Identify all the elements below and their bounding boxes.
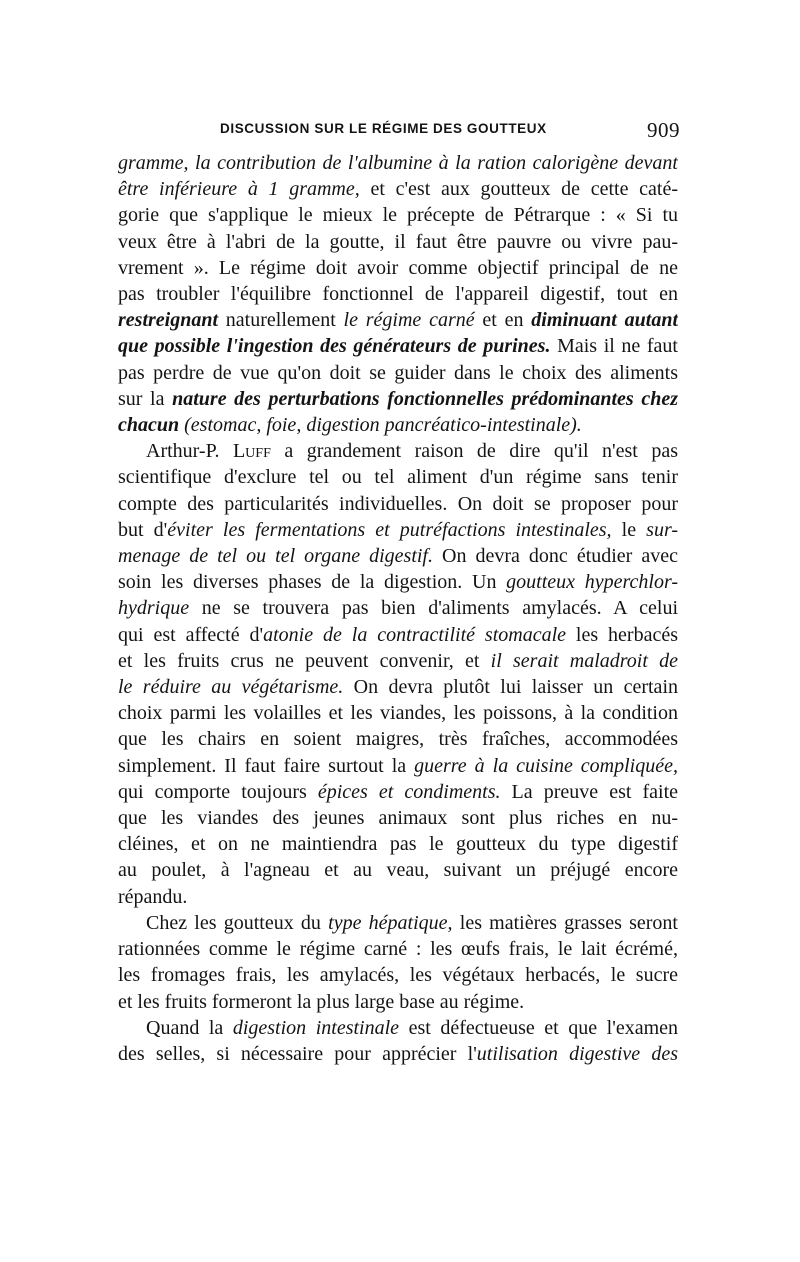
text-line: [118, 700, 678, 726]
text-run: le réduire au végétarisme.: [118, 676, 344, 699]
text-line: [118, 517, 678, 543]
text-run: pas perdre de vue qu'on doit se guider dans le choix des aliments: [118, 361, 678, 384]
text-run: et c'est aux goutteux de cette caté-: [359, 178, 678, 201]
text-run: Mais il ne faut: [550, 335, 678, 358]
text-run: nature des perturbations fonctionnelles prédominantes chez: [172, 387, 678, 410]
text-line: [118, 989, 678, 1015]
page-number: 909: [647, 118, 680, 142]
text-line: [118, 333, 678, 359]
text-run: On devra plutôt lui laisser un certain: [343, 676, 678, 699]
text-line: [118, 805, 678, 831]
text-line: [118, 360, 678, 386]
text-run: compte des particularités individuelles. On doit se proposer pour: [118, 492, 678, 515]
text-run: sur-: [646, 518, 678, 541]
text-line: [118, 726, 678, 752]
text-run: a grandement raison de dire qu'il n'est pas: [270, 440, 678, 463]
text-run: il serait maladroit de: [490, 649, 678, 672]
text-run: au poulet, à l'agneau et au veau, suivant un préjugé encore: [118, 859, 678, 882]
text-run: guerre à la cuisine compliquée,: [414, 754, 678, 777]
text-run: cléines, et on ne maintiendra pas le goutteux du type digestif: [118, 833, 678, 856]
text-line: [118, 229, 678, 255]
text-run: type hépatique,: [328, 911, 453, 934]
text-run: chacun: [118, 414, 180, 437]
page-header: [118, 118, 680, 144]
body-text: [118, 150, 678, 1067]
text-line: [118, 753, 678, 779]
text-run: Chez les goutteux du: [146, 911, 329, 934]
text-run: On devra donc étudier avec: [433, 545, 678, 568]
text-run: veux être à l'abri de la goutte, il faut être pauvre ou vivre pau-: [118, 230, 678, 253]
text-line: [118, 1041, 678, 1067]
text-line: [118, 910, 678, 936]
text-line: [118, 543, 678, 569]
text-run: restreignant: [118, 309, 219, 332]
text-run: soin les diverses phases de la digestion. Un: [118, 571, 507, 594]
text-run: Luff: [232, 440, 271, 463]
text-line: [118, 412, 678, 438]
text-run: choix parmi les volailles et les viandes, les poissons, à la condition: [118, 702, 678, 725]
text-run: Quand la: [146, 1016, 233, 1039]
text-run: hydrique: [118, 597, 190, 620]
text-run: être inférieure à 1 gramme,: [118, 178, 360, 201]
text-run: ne se trouvera pas bien d'aliments amylacés. A celui: [189, 597, 678, 620]
text-run: menage de tel ou tel organe digestif.: [118, 545, 433, 568]
text-run: les matières grasses seront: [452, 911, 678, 934]
text-line: [118, 569, 678, 595]
text-run: et en: [474, 309, 532, 332]
text-run: gorie que s'applique le mieux le précepte de Pétrarque : « Si tu: [118, 204, 678, 227]
text-run: qui comporte toujours: [118, 780, 318, 803]
text-line: [118, 464, 678, 490]
text-run: les fromages frais, les amylacés, les végétaux herbacés, le sucre: [118, 964, 678, 987]
text-run: que les chairs en soient maigres, très fraîches, accommodées: [118, 728, 678, 751]
text-line: [118, 648, 678, 674]
text-run: éviter les fermentations et putréfactions intestinales,: [167, 518, 612, 541]
text-run: sur la: [118, 387, 173, 410]
text-run: but d': [118, 518, 168, 541]
text-line: [118, 150, 678, 176]
text-run: et les fruits formeront la plus large base au régime.: [118, 990, 525, 1013]
text-run: le: [611, 518, 647, 541]
text-run: La preuve est faite: [500, 780, 678, 803]
text-line: [118, 1015, 678, 1041]
text-run: digestion intestinale: [232, 1016, 400, 1039]
text-run: qui est affecté d': [118, 623, 264, 646]
text-run: gramme, la contribution de l'albumine à la ration calorigène devant: [118, 152, 678, 174]
text-run: est défectueuse et que l'examen: [399, 1016, 678, 1039]
text-line: [118, 438, 678, 464]
text-run: épices et condiments.: [317, 780, 501, 803]
text-run: simplement. Il faut faire surtout la: [118, 754, 415, 777]
text-run: et les fruits crus ne peuvent convenir, et: [118, 649, 491, 672]
text-run: vrement ». Le régime doit avoir comme objectif principal de ne: [118, 256, 678, 279]
running-head: DISCUSSION SUR LE RÉGIME DES GOUTTEUX: [220, 121, 547, 136]
text-run: naturellement: [218, 309, 344, 332]
text-line: [118, 936, 678, 962]
text-line: [118, 622, 678, 648]
text-line: [118, 307, 678, 333]
text-run: scientifique d'exclure tel ou tel aliment d'un régime sans tenir: [118, 466, 678, 489]
text-line: [118, 831, 678, 857]
text-run: que possible l'ingestion des générateurs de purines.: [118, 335, 551, 358]
text-run: les herbacés: [566, 623, 678, 646]
text-run: rationnées comme le régime carné : les œufs frais, le lait écrémé,: [118, 938, 678, 961]
text-run: utilisation digestive des: [476, 1042, 678, 1065]
text-line: [118, 491, 678, 517]
text-line: [118, 202, 678, 228]
text-run: Arthur-P.: [146, 440, 233, 463]
text-run: (estomac, foie, digestion pancréatico-intestinale).: [179, 414, 582, 437]
text-line: [118, 779, 678, 805]
text-run: répandu.: [118, 885, 188, 908]
text-run: que les viandes des jeunes animaux sont plus riches en nu-: [118, 807, 678, 830]
text-line: [118, 255, 678, 281]
text-line: [118, 674, 678, 700]
text-line: [118, 857, 678, 883]
text-run: diminuant autant: [531, 309, 678, 332]
text-run: des selles, si nécessaire pour apprécier l': [118, 1042, 477, 1065]
text-line: [118, 281, 678, 307]
text-run: le régime carné: [343, 309, 475, 332]
text-line: [118, 386, 678, 412]
text-line: [118, 884, 678, 910]
text-run: goutteux hyperchlor-: [506, 571, 678, 594]
text-line: [118, 595, 678, 621]
text-line: [118, 176, 678, 202]
text-line: [118, 962, 678, 988]
text-run: pas troubler l'équilibre fonctionnel de l'appareil digestif, tout en: [118, 283, 678, 306]
text-run: atonie de la contractilité stomacale: [263, 623, 567, 646]
